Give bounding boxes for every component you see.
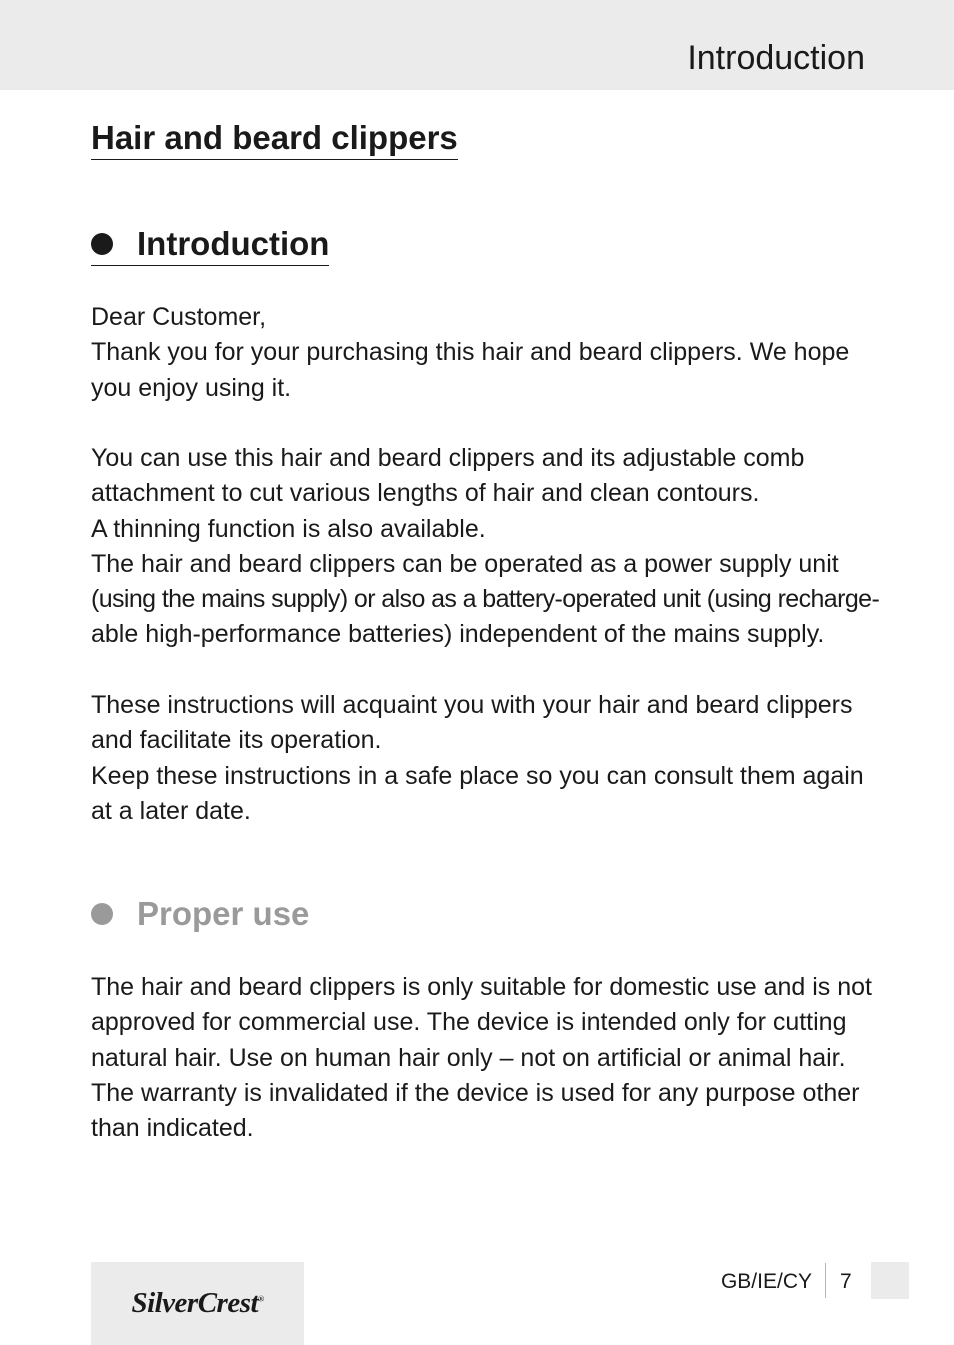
proper-use-heading [91, 894, 309, 934]
text-line: able high-performance batteries) independent of the mains supply. [91, 620, 825, 649]
text-line: The warranty is invalidated if the device is used for any purpose other [91, 1078, 860, 1107]
trademark-symbol: ® [258, 1294, 264, 1304]
text-line: at a later date. [91, 796, 251, 825]
text-line: You can use this hair and beard clippers and its adjustable comb [91, 444, 805, 472]
text-line: These instructions will acquaint you with your hair and beard clippers [91, 691, 853, 719]
bullet-dot-icon [91, 903, 113, 925]
proper-use-paragraph [91, 970, 872, 1146]
text-line: and facilitate its operation. [91, 726, 382, 755]
text-line: Keep these instructions in a safe place so you can consult them again [91, 761, 864, 790]
text-line: The hair and beard clippers is only suitable for domestic use and is not [91, 973, 872, 1001]
introduction-heading-label: Introduction [137, 225, 330, 262]
brand-logo [131, 1287, 263, 1320]
page-tab-marker [871, 1262, 909, 1299]
text-line: Thank you for your purchasing this hair and beard clippers. We hope [91, 338, 850, 367]
bullet-dot-icon [91, 233, 113, 255]
intro-paragraph-usage [91, 441, 880, 653]
text-line: than indicated. [91, 1114, 254, 1143]
language-codes: GB/IE/CY [720, 1270, 812, 1293]
text-line: approved for commercial use. The device is intended only for cutting [91, 1008, 847, 1037]
intro-paragraph-greeting [91, 300, 866, 406]
text-line: Dear Customer, [91, 303, 267, 331]
header-band [0, 0, 954, 90]
text-line: natural hair. Use on human hair only – not on artificial or animal hair. [91, 1043, 846, 1072]
text-line: attachment to cut various lengths of hair and clean contours. [91, 479, 760, 508]
brand-name: SilverCrest [131, 1287, 259, 1319]
text-line: A thinning function is also available. [91, 514, 486, 543]
proper-use-heading-label: Proper use [137, 895, 310, 932]
introduction-heading [91, 224, 329, 266]
text-line: The hair and beard clippers can be operated as a power supply unit [91, 549, 839, 578]
text-line: (using the mains supply) or also as a battery-operated unit (using recharge- [91, 585, 880, 614]
header-section-title: Introduction [687, 39, 865, 77]
footer-divider [825, 1263, 826, 1298]
intro-paragraph-instructions [91, 688, 866, 829]
document-title: Hair and beard clippers [91, 118, 458, 160]
brand-logo-box [91, 1262, 304, 1345]
page-number: 7 [840, 1270, 852, 1293]
text-line: you enjoy using it. [91, 373, 292, 402]
